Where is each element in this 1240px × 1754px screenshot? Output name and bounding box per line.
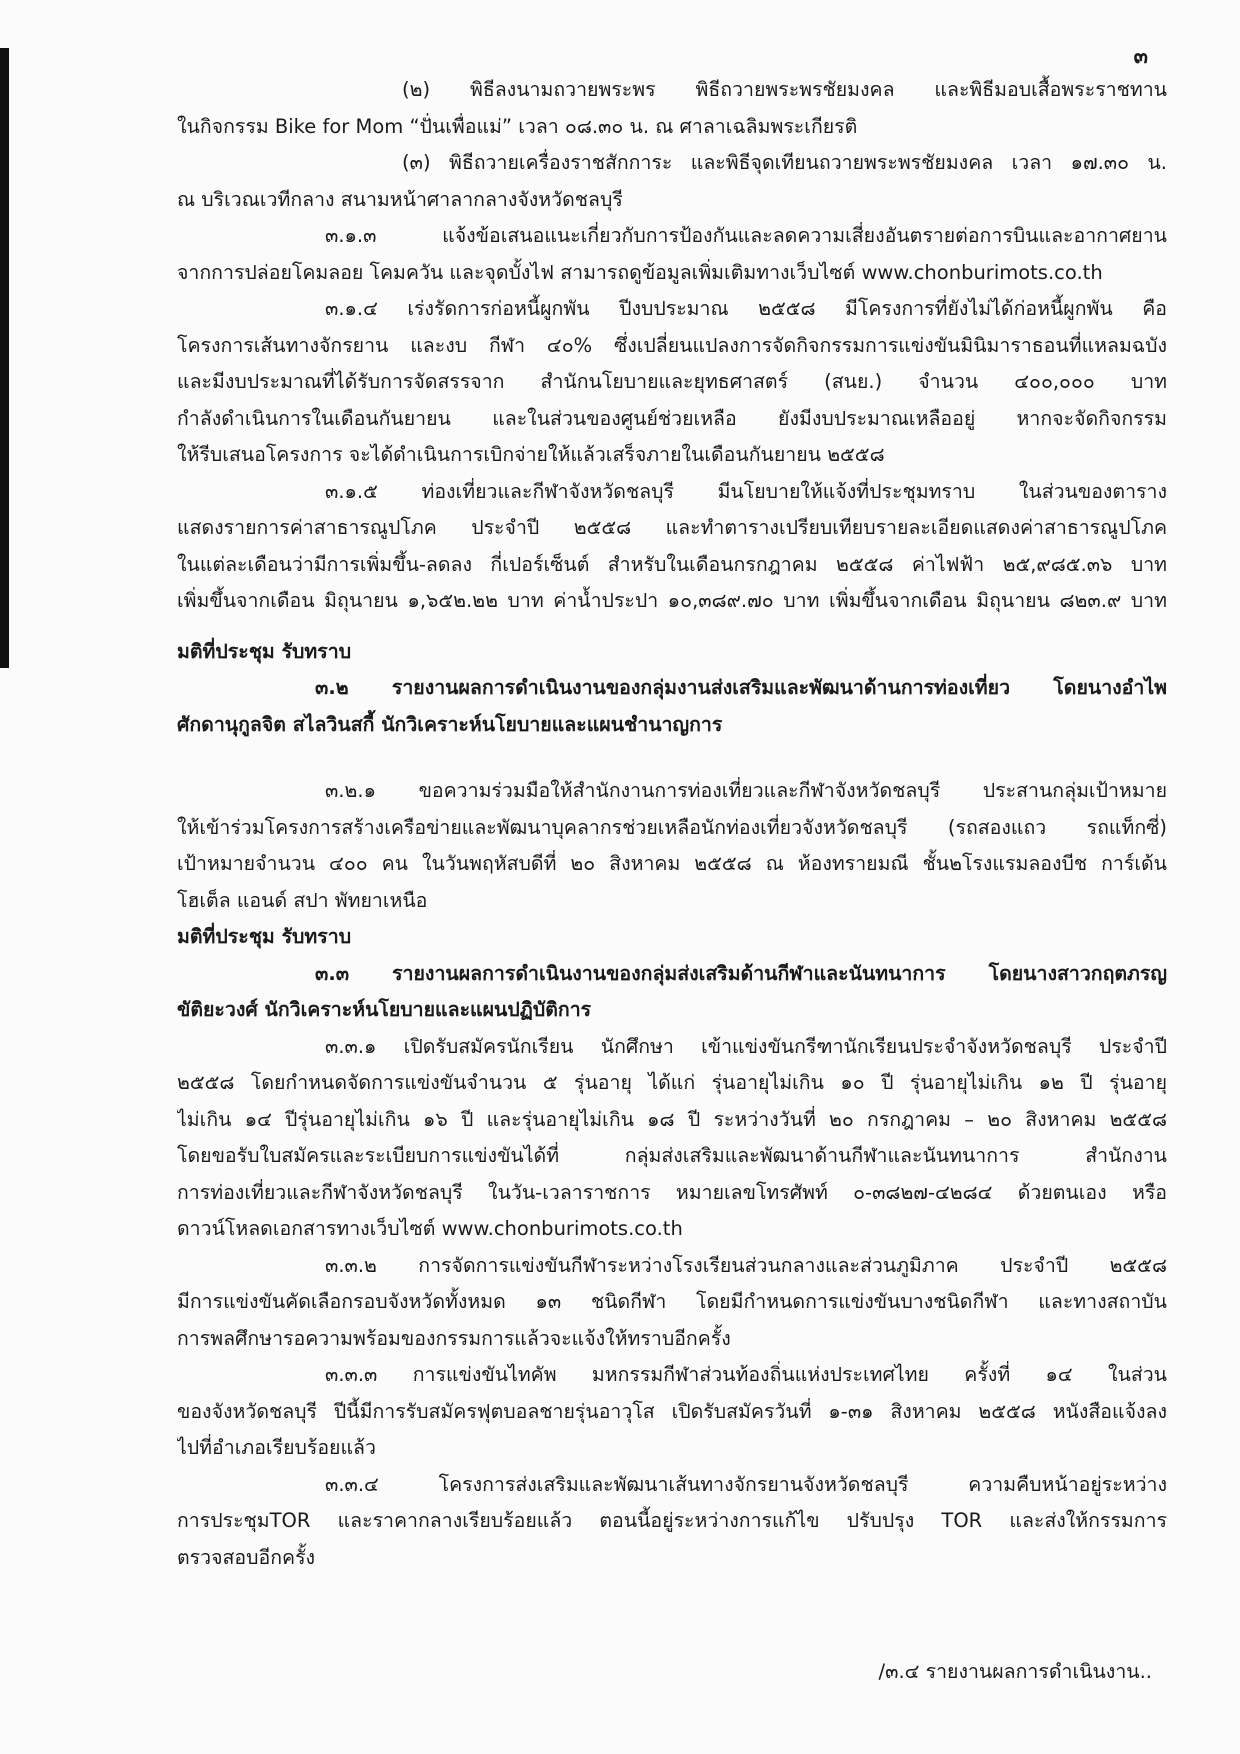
paragraph-line: โฮเต็ล แอนด์ สปา พัทยาเหนือ: [177, 888, 428, 912]
item-3-3-2: [177, 1248, 1167, 1358]
ceremony-item-3: [177, 145, 1167, 218]
item-3-2-1: [177, 773, 1167, 919]
paragraph-line: ณ บริเวณเวทีกลาง สนามหน้าศาลากลางจังหวัดชลบุรี: [177, 187, 623, 211]
page-number: ๓: [1133, 44, 1148, 68]
paragraph-line: ๓.๑.๕ ท่องเที่ยวและกีฬาจังหวัดชลบุรี มีนโยบายให้แจ้งที่ประชุมทราบ ในส่วนของตาราง: [325, 479, 1167, 503]
paragraph-line: การท่องเที่ยวและกีฬาจังหวัดชลบุรี ในวัน-เวลาราชการ หมายเลขโทรศัพท์ ๐-๓๘๒๗-๔๒๘๔ ด้วยตนเอง หรือ: [177, 1180, 1167, 1204]
item-3-3-4: [177, 1467, 1167, 1577]
paragraph-line: ดาวน์โหลดเอกสารทางเว็บไซต์ www.chonburimots.co.th: [177, 1217, 683, 1240]
paragraph-line: ๓.๓.๒ การจัดการแข่งขันกีฬาระหว่างโรงเรียนส่วนกลางและส่วนภูมิภาค ประจำปี ๒๕๕๘: [325, 1253, 1167, 1277]
continued-marker: /๓.๔ รายงานผลการดำเนินงาน..: [878, 1660, 1152, 1683]
resolution-heading: มติที่ประชุม รับทราบ: [177, 639, 352, 663]
paragraph-line: ๓.๒.๑ ขอความร่วมมือให้สำนักงานการท่องเที่ยวและกีฬาจังหวัดชลบุรี ประสานกลุ่มเป้าหมาย: [325, 779, 1167, 802]
item-3-3-3: [177, 1357, 1167, 1467]
paragraph-line: ๓.๑.๔ เร่งรัดการก่อหนี้ผูกพัน ปีงบประมาณ ๒๕๕๘ มีโครงการที่ยังไม่ได้ก่อหนี้ผูกพัน คือ: [325, 297, 1167, 320]
item-3-1-3: [177, 218, 1167, 291]
paragraph-line: ไปที่อำเภอเรียบร้อยแล้ว: [177, 1436, 376, 1459]
paragraph-line: ๓.๓.๔ โครงการส่งเสริมและพัฒนาเส้นทางจักรยานจังหวัดชลบุรี ความคืบหน้าอยู่ระหว่าง: [325, 1472, 1167, 1496]
resolution-heading: มติที่ประชุม รับทราบ: [177, 925, 352, 948]
paragraph-line: ๓.๓.๑ เปิดรับสมัครนักเรียน นักศึกษา เข้าแข่งขันกรีฑานักเรียนประจำจังหวัดชลบุรี ประจำปี: [325, 1034, 1167, 1058]
paragraph-line: ให้รีบเสนอโครงการ จะได้ดำเนินการเบิกจ่ายให้แล้วเสร็จภายในเดือนกันยายน ๒๕๕๘: [177, 443, 885, 466]
paragraph-line: ให้เข้าร่วมโครงการสร้างเครือข่ายและพัฒนาบุคลากรช่วยเหลือนักท่องเที่ยวจังหวัดชลบุรี (รถสองแถว รถแท็กซี่): [177, 815, 1167, 839]
paragraph-line: การพลศึกษารอความพร้อมของกรรมการแล้วจะแจ้งให้ทราบอีกครั้ง: [177, 1326, 731, 1350]
item-3-3-1: [177, 1029, 1167, 1248]
scan-edge-shadow: [0, 48, 9, 668]
paragraph-line: แสดงรายการค่าสาธารณูปโภค ประจำปี ๒๕๕๘ และทำตารางเปรียบเทียบรายละเอียดแสดงค่าสาธารณูปโภค: [177, 516, 1167, 539]
paragraph-line: (๓) พิธีถวายเครื่องราชสักการะ และพิธีจุดเทียนถวายพระพรชัยมงคล เวลา ๑๗.๓๐ น.: [402, 151, 1167, 174]
section-heading-line: ศักดานุกูลจิต สไลวินสกี้ นักวิเคราะห์นโยบายและแผนชำนาญการ: [177, 712, 723, 736]
paragraph-line: โครงการเส้นทางจักรยาน และงบ กีฬา ๔๐% ซึ่งเปลี่ยนแปลงการจัดกิจกรรมการแข่งขันมินิมาราธอนที่แหลมฉบัง: [177, 333, 1167, 357]
item-3-1-4: [177, 291, 1167, 474]
paragraph-line: เป้าหมายจำนวน ๔๐๐ คน ในวันพฤหัสบดีที่ ๒๐ สิงหาคม ๒๕๕๘ ณ ห้องทรายมณี ชั้น๒โรงแรมลองบีช การ์เด้น: [177, 852, 1167, 875]
paragraph-line: ในกิจกรรม Bike for Mom “ปั่นเพื่อแม่” เวลา ๐๘.๓๐ น. ณ ศาลาเฉลิมพระเกียรติ: [177, 114, 858, 138]
paragraph-line: ๓.๓.๓ การแข่งขันไทคัพ มหกรรมกีฬาส่วนท้องถิ่นแห่งประเทศไทย ครั้งที่ ๑๔ ในส่วน: [325, 1363, 1167, 1386]
paragraph-line: (๒) พิธีลงนามถวายพระพร พิธีถวายพระพรชัยมงคล และพิธีมอบเสื้อพระราชทาน: [402, 78, 1167, 101]
section-heading-line: ๓.๒ รายงานผลการดำเนินงานของกลุ่มงานส่งเสริมและพัฒนาด้านการท่องเที่ยว โดยนางอำไพ: [315, 676, 1167, 699]
paragraph-line: จากการปล่อยโคมลอย โคมควัน และจุดบั้งไฟ สามารถดูข้อมูลเพิ่มเติมทางเว็บไซต์ www.chonburimots.co.th: [177, 260, 1103, 284]
paragraph-line: เพิ่มขึ้นจากเดือน มิถุนายน ๑,๖๕๒.๒๒ บาท ค่าน้ำประปา ๑๐,๓๘๙.๗๐ บาท เพิ่มขึ้นจากเดือน มิถุนายน ๘๒๓.๙ บาท: [177, 589, 1167, 612]
section-heading-line: ขัติยะวงศ์ นักวิเคราะห์นโยบายและแผนปฏิบัติการ: [177, 998, 592, 1021]
paragraph-line: ของจังหวัดชลบุรี ปีนี้มีการรับสมัครฟุตบอลชายรุ่นอาวุโส เปิดรับสมัครวันที่ ๑-๓๑ สิงหาคม ๒๕๕๘ หนังสือแจ้งลง: [177, 1399, 1167, 1423]
section-heading-line: ๓.๓ รายงานผลการดำเนินงานของกลุ่มส่งเสริมด้านกีฬาและนันทนาการ โดยนางสาวกฤตภรญ: [315, 961, 1167, 985]
section-3-3: [177, 956, 1167, 1029]
document-body: [177, 72, 1167, 1576]
paragraph-line: ตรวจสอบอีกครั้ง: [177, 1545, 316, 1569]
paragraph-line: การประชุมTOR และราคากลางเรียบร้อยแล้ว ตอนนี้อยู่ระหว่างการแก้ไข ปรับปรุง TOR และส่งให้กรรมการ: [177, 1509, 1167, 1532]
paragraph-line: มีการแข่งขันคัดเลือกรอบจังหวัดทั้งหมด ๑๓ ชนิดกีฬา โดยมีกำหนดการแข่งขันบางชนิดกีฬา และทางสถาบัน: [177, 1290, 1167, 1313]
paragraph-line: กำลังดำเนินการในเดือนกันยายน และในส่วนของศูนย์ช่วยเหลือ ยังมีงบประมาณเหลืออยู่ หากจะจัดกิจกรรม: [177, 406, 1167, 430]
paragraph-line: ๓.๑.๓ แจ้งข้อเสนอแนะเกี่ยวกับการป้องกันและลดความเสี่ยงอันตรายต่อการบินและอากาศยาน: [325, 224, 1167, 247]
paragraph-line: ๒๕๕๘ โดยกำหนดจัดการแข่งขันจำนวน ๕ รุ่นอายุ ได้แก่ รุ่นอายุไม่เกิน ๑๐ ปี รุ่นอายุไม่เกิน ๑๒ ปี รุ่นอายุ: [177, 1071, 1167, 1094]
item-3-1-5: [177, 474, 1167, 620]
paragraph-line: และมีงบประมาณที่ได้รับการจัดสรรจาก สำนักนโยบายและยุทธศาสตร์ (สนย.) จำนวน ๔๐๐,๐๐๐ บาท: [177, 370, 1167, 393]
paragraph-line: ในแต่ละเดือนว่ามีการเพิ่มขึ้น-ลดลง กี่เปอร์เซ็นต์ สำหรับในเดือนกรกฎาคม ๒๕๕๘ ค่าไฟฟ้า ๒๕,๙๘๕.๓๖ บาท: [177, 552, 1167, 576]
ceremony-item-2: [177, 72, 1167, 145]
paragraph-line: ไม่เกิน ๑๔ ปีรุ่นอายุไม่เกิน ๑๖ ปี และรุ่นอายุไม่เกิน ๑๘ ปี ระหว่างวันที่ ๒๐ กรกฎาคม – ๒๐ สิงหาคม ๒๕๕๘: [177, 1107, 1167, 1131]
section-3-2: [177, 670, 1167, 743]
paragraph-line: โดยขอรับใบสมัครและระเบียบการแข่งขันได้ที่ กลุ่มส่งเสริมและพัฒนาด้านกีฬาและนันทนาการ สำนักงาน: [177, 1144, 1167, 1167]
